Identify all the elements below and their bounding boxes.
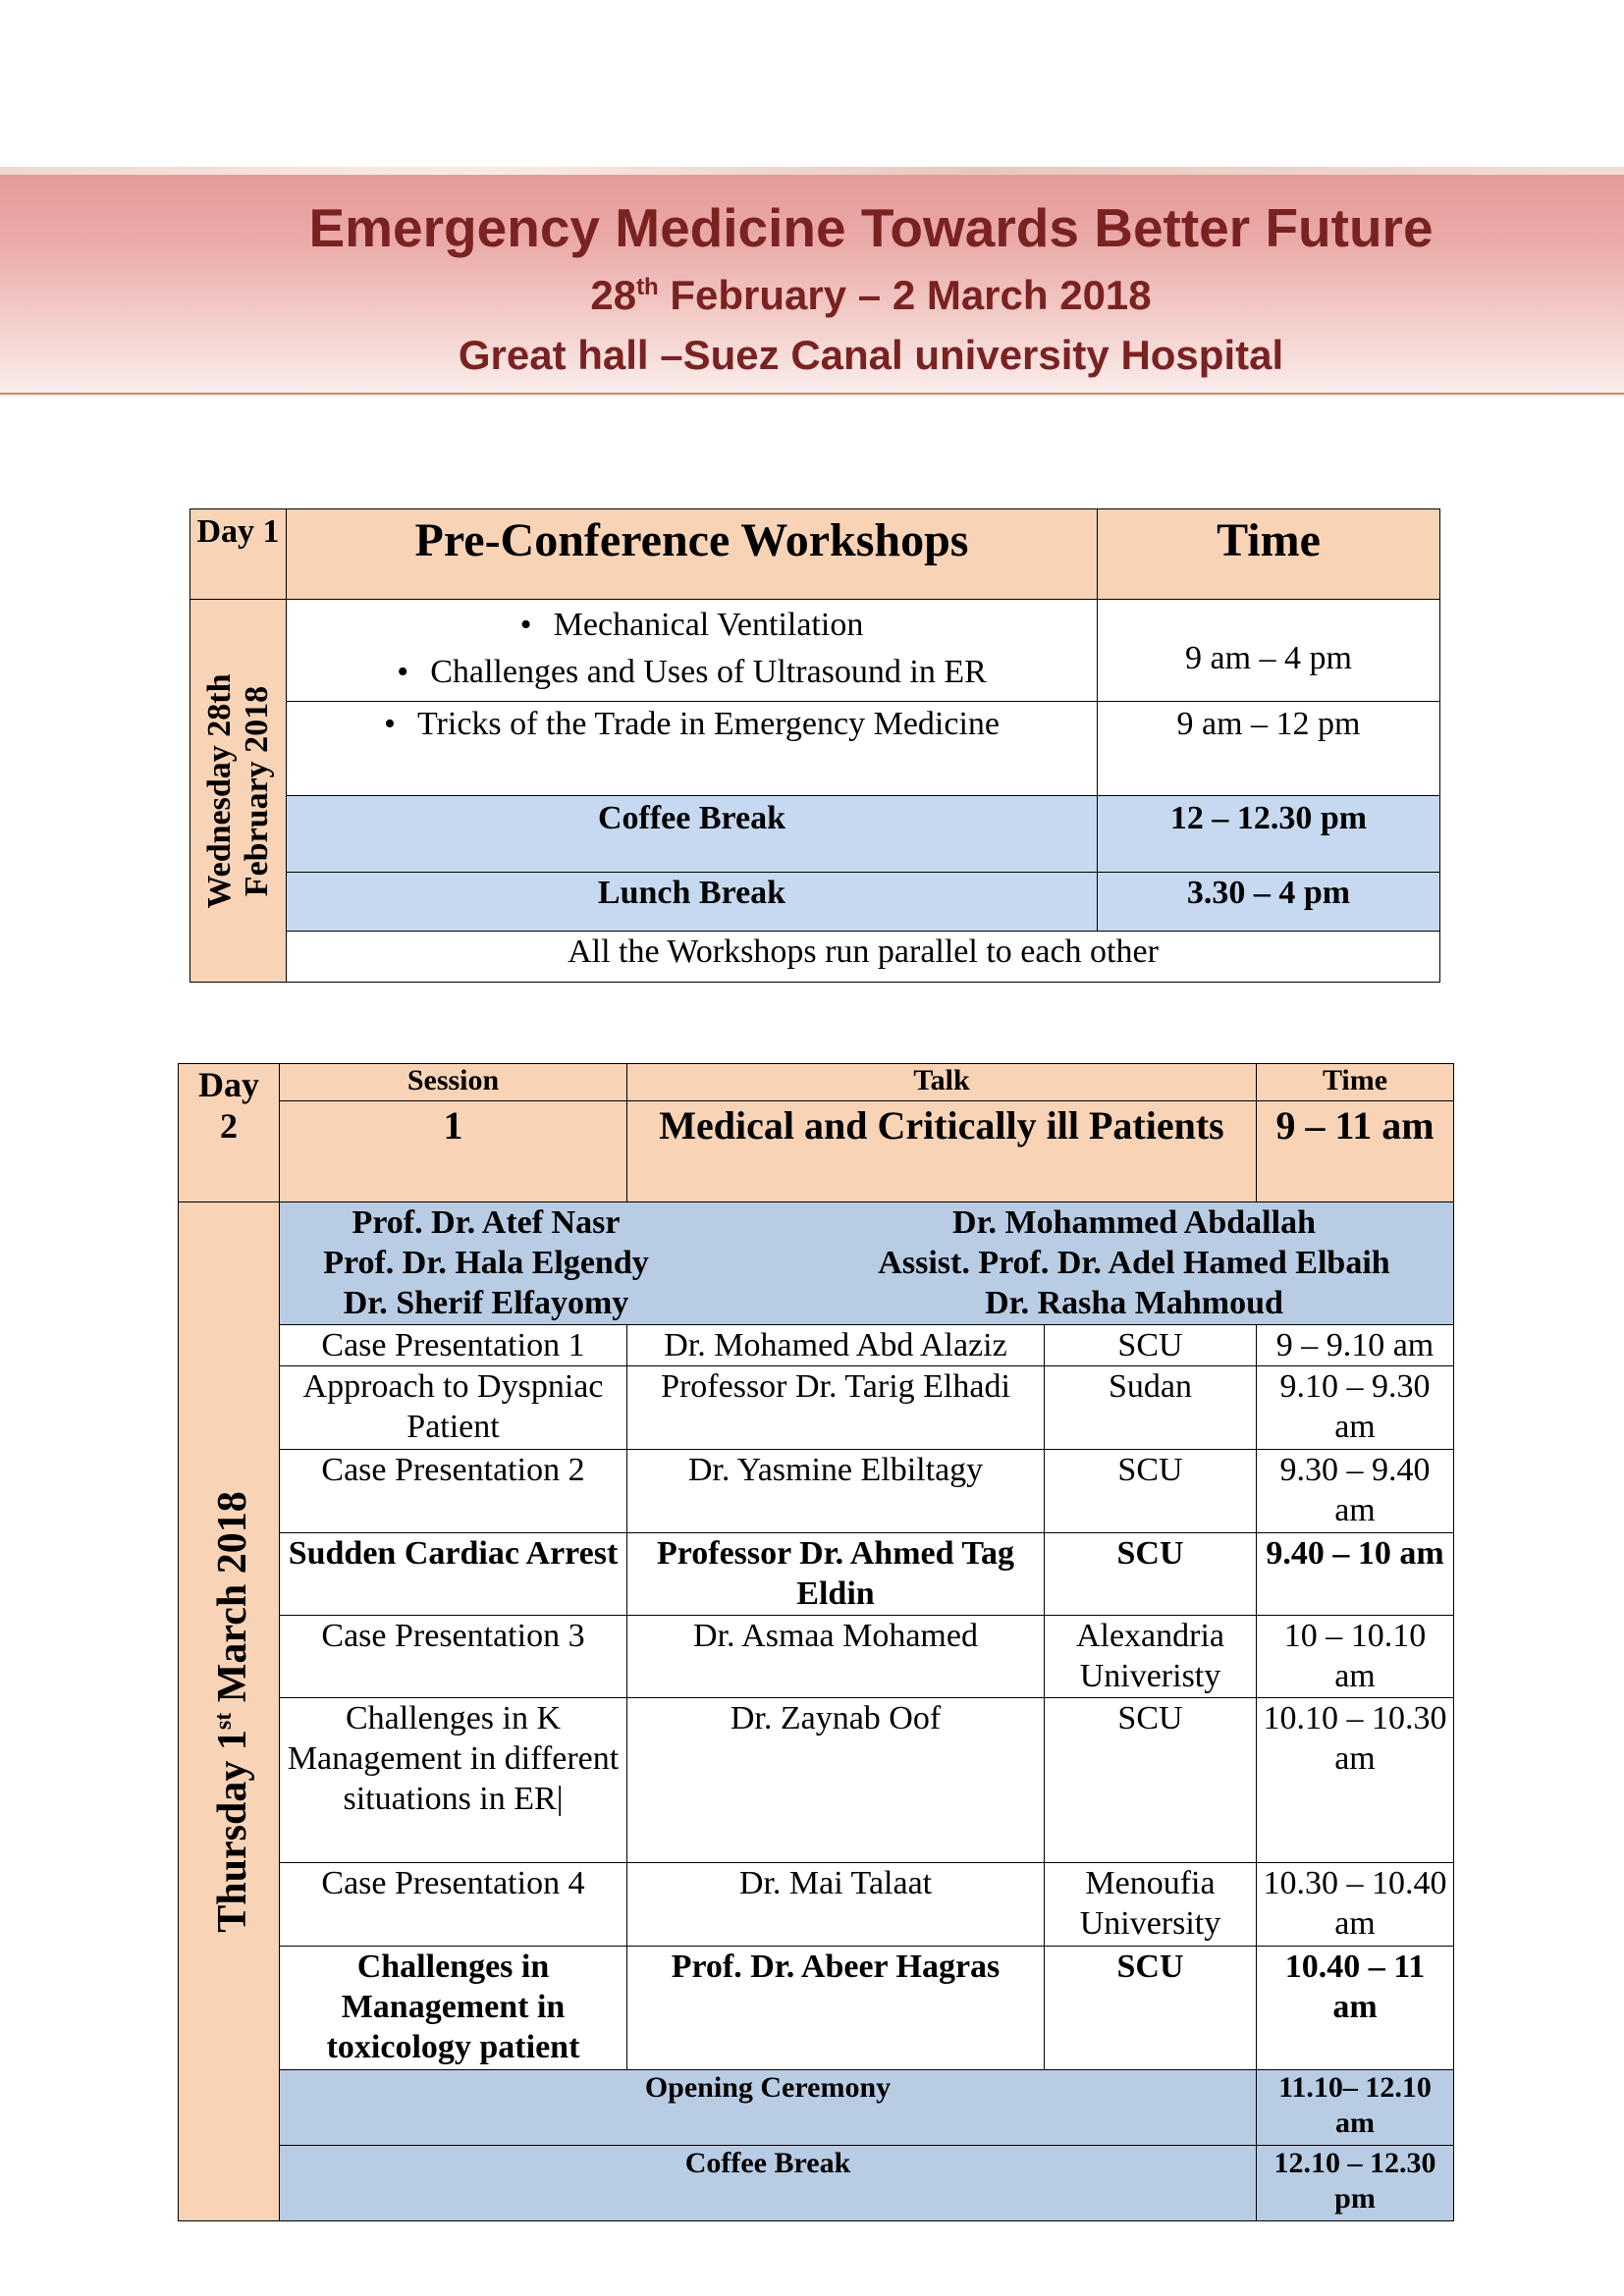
talk-title: Case Presentation 3 bbox=[280, 1616, 627, 1698]
talk-place: SCU bbox=[1045, 1698, 1257, 1863]
chair-name: Dr. Rasha Mahmoud bbox=[985, 1285, 1283, 1321]
talk-title: Challenges in Management in toxicology patient bbox=[280, 1947, 627, 2070]
talk-time: 10.30 – 10.40 am bbox=[1257, 1863, 1454, 1947]
talk-time: 10.40 – 11 am bbox=[1257, 1947, 1454, 2070]
opening-ceremony-label: Opening Ceremony bbox=[280, 2070, 1257, 2146]
talk-place: SCU bbox=[1045, 1450, 1257, 1533]
talk-time: 9.30 – 9.40 am bbox=[1257, 1450, 1454, 1533]
session-time: 9 – 11 am bbox=[1257, 1101, 1454, 1202]
talk-speaker: Prof. Dr. Abeer Hagras bbox=[627, 1947, 1045, 2070]
chair-name: Dr. Mohammed Abdallah bbox=[952, 1204, 1316, 1241]
talk-place: Menoufia University bbox=[1045, 1863, 1257, 1947]
talk-title: Case Presentation 4 bbox=[280, 1863, 627, 1947]
talk-title: Approach to Dyspniac Patient bbox=[280, 1366, 627, 1450]
talk-speaker: Dr. Mohamed Abd Alaziz bbox=[627, 1325, 1045, 1366]
talk-place: Sudan bbox=[1045, 1366, 1257, 1450]
day2-table bbox=[178, 1063, 1454, 2221]
table-row bbox=[179, 1616, 1454, 1698]
chair-name: Prof. Dr. Hala Elgendy bbox=[323, 1245, 649, 1281]
talk-speaker: Dr. Mai Talaat bbox=[627, 1863, 1045, 1947]
workshops-group-b bbox=[287, 702, 1098, 796]
session-number: 1 bbox=[280, 1101, 627, 1202]
workshops-group-a bbox=[287, 600, 1098, 702]
dates-suffix: th bbox=[636, 274, 659, 300]
talk-speaker: Dr. Zaynab Oof bbox=[627, 1698, 1045, 1863]
talk-title: Case Presentation 1 bbox=[280, 1325, 627, 1366]
chair-name: Dr. Sherif Elfayomy bbox=[343, 1285, 629, 1321]
table-row bbox=[179, 1863, 1454, 1947]
chairs-left bbox=[280, 1202, 692, 1323]
workshop-item: • Challenges and Uses of Ultrasound in ER bbox=[291, 649, 1093, 696]
side-date-post: March 2018 bbox=[210, 1490, 255, 1713]
coffee-break-time: 12 – 12.30 pm bbox=[1098, 796, 1440, 873]
day2-coffee-label: Coffee Break bbox=[280, 2146, 1257, 2221]
day2-side-date bbox=[179, 1202, 280, 2221]
day1-side-line2: February 2018 bbox=[238, 685, 275, 896]
day2-label-word: Day bbox=[198, 1065, 259, 1104]
talk-title: Case Presentation 2 bbox=[280, 1450, 627, 1533]
workshops-note: All the Workshops run parallel to each other bbox=[287, 932, 1440, 983]
chair-name: Assist. Prof. Dr. Adel Hamed Elbaih bbox=[878, 1245, 1390, 1281]
day2-side-text bbox=[204, 1491, 253, 1932]
talk-time: 9 – 9.10 am bbox=[1257, 1325, 1454, 1366]
table-row bbox=[179, 1450, 1454, 1533]
day1-side-date bbox=[190, 600, 287, 983]
chair-name: Prof. Dr. Atef Nasr bbox=[352, 1204, 621, 1241]
talk-time: 10 – 10.10 am bbox=[1257, 1616, 1454, 1698]
day2-label bbox=[179, 1064, 280, 1202]
day1-time-heading: Time bbox=[1098, 509, 1440, 600]
talk-speaker: Dr. Asmaa Mohamed bbox=[627, 1616, 1045, 1698]
talk-speaker: Professor Dr. Ahmed Tag Eldin bbox=[627, 1533, 1045, 1616]
day1-side-line1: Wednesday 28th bbox=[200, 673, 238, 908]
lunch-break-time: 3.30 – 4 pm bbox=[1098, 873, 1440, 932]
col-talk: Talk bbox=[627, 1064, 1257, 1101]
day2-coffee-time: 12.10 – 12.30 pm bbox=[1257, 2146, 1454, 2221]
talk-speaker: Dr. Yasmine Elbiltagy bbox=[627, 1450, 1045, 1533]
talk-speaker: Professor Dr. Tarig Elhadi bbox=[627, 1366, 1045, 1450]
table-row bbox=[179, 1366, 1454, 1450]
day1-label: Day 1 bbox=[190, 509, 287, 600]
session-title: Medical and Critically ill Patients bbox=[627, 1101, 1257, 1202]
banner-rule bbox=[0, 393, 1624, 395]
day1-table bbox=[189, 508, 1440, 983]
chairs-right bbox=[830, 1202, 1438, 1323]
conference-title: Emergency Medicine Towards Better Future bbox=[308, 197, 1434, 258]
conference-venue: Great hall –Suez Canal university Hospital bbox=[458, 332, 1284, 378]
talk-time: 9.10 – 9.30 am bbox=[1257, 1366, 1454, 1450]
col-time: Time bbox=[1257, 1064, 1454, 1101]
talk-title: Sudden Cardiac Arrest bbox=[280, 1533, 627, 1616]
workshops-b-time: 9 am – 12 pm bbox=[1098, 702, 1440, 796]
session-chairs bbox=[280, 1202, 1454, 1325]
day2-label-number: 2 bbox=[220, 1106, 238, 1146]
talk-place: SCU bbox=[1045, 1325, 1257, 1366]
day1-heading: Pre-Conference Workshops bbox=[287, 509, 1098, 600]
talk-place: SCU bbox=[1045, 1947, 1257, 2070]
talk-time: 10.10 – 10.30 am bbox=[1257, 1698, 1454, 1863]
dates-day: 28 bbox=[590, 272, 637, 318]
opening-ceremony-time: 11.10– 12.10 am bbox=[1257, 2070, 1454, 2146]
workshop-item: • Tricks of the Trade in Emergency Medicine bbox=[291, 706, 1093, 743]
talk-title: Challenges in K Management in different situations in ER| bbox=[280, 1698, 627, 1863]
lunch-break-label: Lunch Break bbox=[287, 873, 1098, 932]
workshop-item: • Mechanical Ventilation bbox=[291, 602, 1093, 649]
table-row bbox=[179, 1698, 1454, 1863]
side-date-pre: Thursday 1 bbox=[210, 1729, 255, 1933]
dates-rest: February – 2 March 2018 bbox=[658, 272, 1152, 318]
header-banner bbox=[0, 175, 1624, 397]
talk-time: 9.40 – 10 am bbox=[1257, 1533, 1454, 1616]
talk-place: Alexandria Univeristy bbox=[1045, 1616, 1257, 1698]
col-session: Session bbox=[280, 1064, 627, 1101]
coffee-break-label: Coffee Break bbox=[287, 796, 1098, 873]
table-row bbox=[179, 1325, 1454, 1366]
table-row bbox=[179, 1947, 1454, 2070]
conference-dates bbox=[0, 272, 1624, 319]
workshops-a-time: 9 am – 4 pm bbox=[1098, 600, 1440, 702]
table-row bbox=[179, 1533, 1454, 1616]
talk-place: SCU bbox=[1045, 1533, 1257, 1616]
side-date-sup: st bbox=[211, 1712, 237, 1730]
